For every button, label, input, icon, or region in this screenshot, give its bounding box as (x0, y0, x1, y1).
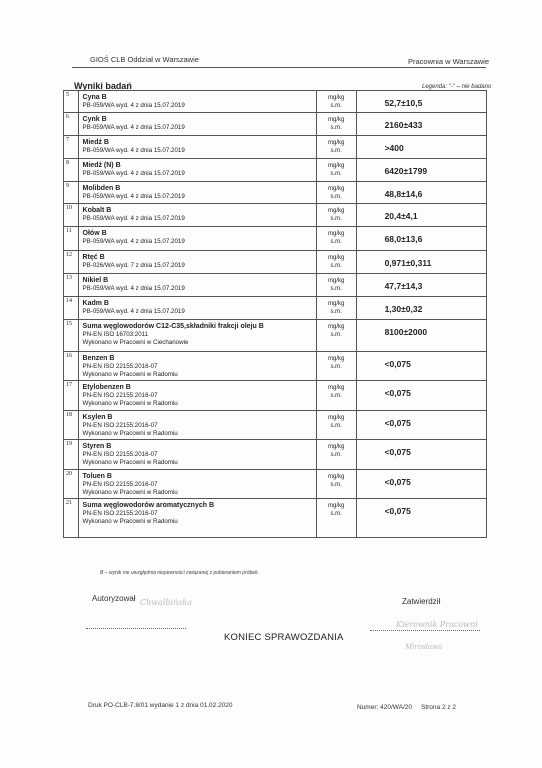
unit-basis: s.m. (330, 286, 342, 292)
table-row (64, 274, 487, 297)
parameter-cell (78, 411, 316, 440)
table-row (64, 470, 487, 499)
unit-cell (316, 274, 356, 297)
table-row (64, 91, 487, 113)
row-number: 18 (64, 411, 79, 440)
parameter-cell (78, 470, 316, 499)
parameter-name: Benzen B (82, 355, 115, 362)
results-table (63, 90, 487, 538)
unit-cell (316, 381, 356, 411)
table-row (64, 352, 487, 381)
parameter-name: Styren B (82, 443, 112, 450)
result-value: 47,7±14,3 (356, 274, 486, 297)
unit-basis: s.m. (330, 239, 342, 245)
unit-main: mg/kg (328, 140, 345, 146)
parameter-cell (78, 352, 316, 381)
unit-main: mg/kg (328, 186, 345, 192)
unit-main: mg/kg (328, 208, 345, 214)
table-row (64, 297, 487, 320)
results-table-body (64, 91, 487, 538)
parameter-note: Wykonano w Pracowni w Radomiu (82, 489, 178, 496)
unit-cell (316, 227, 356, 251)
result-value: <0,075 (356, 470, 486, 499)
unit-main: mg/kg (328, 301, 345, 307)
unit-main: mg/kg (328, 444, 345, 450)
row-number: 17 (64, 381, 79, 411)
parameter-method: PB-059/WA wyd. 4 z dnia 15.07.2019 (82, 170, 185, 177)
row-number: 21 (64, 499, 79, 538)
table-row (64, 113, 487, 136)
unit-cell (316, 204, 356, 227)
legend-text: Legenda: "-" – nie badano (422, 84, 492, 90)
table-row (64, 204, 487, 227)
row-number: 19 (64, 440, 79, 470)
unit-basis: s.m. (330, 511, 342, 517)
unit-main: mg/kg (328, 117, 345, 123)
table-row (64, 320, 487, 352)
table-row (64, 182, 487, 204)
unit-main: mg/kg (328, 255, 345, 261)
result-value: 8100±2000 (356, 320, 486, 352)
result-value: 52,7±10,5 (356, 91, 486, 113)
unit-basis: s.m. (330, 263, 342, 269)
unit-main: mg/kg (328, 324, 345, 330)
parameter-name: Kobalt B (82, 207, 112, 214)
unit-cell (316, 113, 356, 136)
header-left: GIOŚ CLB Oddział w Warszawie (90, 55, 199, 64)
unit-cell (316, 297, 356, 320)
parameter-note: Wykonano w Pracowni w Radomiu (82, 459, 178, 466)
parameter-method: PB-059/WA wyd. 4 z dnia 15.07.2019 (82, 215, 185, 222)
parameter-method: PB-026/WA wyd. 7 z dnia 15.07.2019 (82, 262, 185, 269)
unit-basis: s.m. (330, 125, 342, 131)
row-number: 13 (64, 274, 79, 297)
unit-basis: s.m. (330, 482, 342, 488)
result-value: 1,30±0,32 (356, 297, 486, 320)
footer-left: Druk PO-CLB-7.8/01 wydanie 1 z dnia 01.02.2020 (88, 702, 233, 709)
parameter-note: Wykonano w Pracowni w Ciechanowie (82, 339, 189, 346)
unit-basis: s.m. (330, 216, 342, 222)
parameter-cell (78, 251, 316, 274)
parameter-method: PN-EN ISO 22155:2016-07 (82, 451, 158, 458)
unit-cell (316, 182, 356, 204)
approved-signature-line (370, 630, 480, 631)
result-value: 2160±433 (356, 113, 486, 136)
result-value: <0,075 (356, 411, 486, 440)
table-row (64, 440, 487, 470)
parameter-cell (78, 204, 316, 227)
parameter-name: Toluen B (82, 473, 112, 480)
unit-cell (316, 499, 356, 538)
unit-main: mg/kg (328, 474, 345, 480)
unit-main: mg/kg (328, 415, 345, 421)
section-title: Wyniki badań (74, 81, 132, 91)
parameter-cell (78, 182, 316, 204)
result-value: <0,075 (356, 352, 486, 381)
unit-basis: s.m. (330, 423, 342, 429)
row-number: 12 (64, 251, 79, 274)
parameter-cell (78, 136, 316, 159)
table-row (64, 499, 487, 538)
parameter-name: Etylobenzen B (82, 384, 131, 391)
parameter-name: Suma węglowodorów aromatycznych B (82, 502, 214, 509)
row-number: 9 (64, 182, 79, 204)
authorized-label: Autoryzował (92, 594, 136, 603)
parameter-name: Cyna B (82, 94, 107, 101)
unit-basis: s.m. (330, 171, 342, 177)
parameter-name: Suma węglowodorów C12-C35,składniki frakcji oleju B (82, 323, 264, 330)
parameter-method: PB-059/WA wyd. 4 z dnia 15.07.2019 (82, 102, 185, 109)
table-row (64, 251, 487, 274)
footer-number: Numer: 420/WA/20 (357, 704, 413, 711)
row-number: 16 (64, 352, 79, 381)
row-number: 10 (64, 204, 79, 227)
unit-basis: s.m. (330, 148, 342, 154)
header-divider (72, 67, 486, 68)
end-of-report: KONIEC SPRAWOZDANIA (224, 632, 344, 643)
parameter-name: Miedź B (82, 139, 109, 146)
parameter-method: PN-EN ISO 22155:2016-07 (82, 510, 158, 517)
parameter-name: Cynk B (82, 116, 107, 123)
parameter-cell (78, 159, 316, 182)
parameter-name: Kadm B (82, 300, 109, 307)
unit-main: mg/kg (328, 163, 345, 169)
unit-main: mg/kg (328, 503, 345, 509)
footnote: B – wynik nie uwzględnia niepewności związanej z pobieraniem próbek. (100, 570, 259, 576)
parameter-method: PB-059/WA wyd. 4 z dnia 15.07.2019 (82, 124, 185, 131)
parameter-method: PN-EN ISO 16703:2011 (82, 331, 149, 338)
result-value: >400 (356, 136, 486, 159)
approved-stamp: Kierownik Pracowni (396, 620, 478, 629)
parameter-cell (78, 499, 316, 538)
row-number: 15 (64, 320, 79, 352)
unit-main: mg/kg (328, 385, 345, 391)
parameter-note: Wykonano w Pracowni w Radomiu (82, 518, 178, 525)
approved-signature: Mirosława (405, 643, 443, 651)
parameter-method: PN-EN ISO 22155:2016-07 (82, 363, 158, 370)
header-right: Pracownia w Warszawie (408, 57, 489, 66)
parameter-name: Ksylen B (82, 414, 113, 421)
parameter-name: Ołów B (82, 230, 107, 237)
parameter-note: Wykonano w Pracowni w Radomiu (82, 400, 178, 407)
parameter-note: Wykonano w Pracowni w Radomiu (82, 371, 178, 378)
parameter-cell (78, 91, 316, 113)
parameter-name: Rtęć B (82, 254, 105, 261)
parameter-method: PN-EN ISO 22155:2016-07 (82, 392, 158, 399)
row-number: 5 (64, 91, 79, 113)
result-value: <0,075 (356, 440, 486, 470)
parameter-name: Molibden B (82, 185, 121, 192)
unit-cell (316, 440, 356, 470)
parameter-cell (78, 113, 316, 136)
unit-basis: s.m. (330, 364, 342, 370)
row-number: 6 (64, 113, 79, 136)
row-number: 14 (64, 297, 79, 320)
parameter-cell (78, 320, 316, 352)
parameter-name: Miedź (N) B (82, 162, 121, 169)
row-number: 8 (64, 159, 79, 182)
result-value: 6420±1799 (356, 159, 486, 182)
parameter-method: PB-059/WA wyd. 4 z dnia 15.07.2019 (82, 238, 185, 245)
unit-cell (316, 320, 356, 352)
parameter-cell (78, 381, 316, 411)
result-value: 48,8±14,6 (356, 182, 486, 204)
unit-main: mg/kg (328, 95, 345, 101)
parameter-method: PB-059/WA wyd. 4 z dnia 15.07.2019 (82, 147, 185, 154)
row-number: 20 (64, 470, 79, 499)
unit-main: mg/kg (328, 231, 345, 237)
parameter-method: PN-EN ISO 22155:2016-07 (82, 481, 158, 488)
unit-cell (316, 352, 356, 381)
result-value: 20,4±4,1 (356, 204, 486, 227)
result-value: <0,075 (356, 499, 486, 538)
result-value: 68,0±13,6 (356, 227, 486, 251)
table-row (64, 159, 487, 182)
table-row (64, 227, 487, 251)
approved-label: Zatwierdził (402, 597, 441, 606)
unit-basis: s.m. (330, 194, 342, 200)
parameter-cell (78, 274, 316, 297)
parameter-cell (78, 440, 316, 470)
unit-main: mg/kg (328, 278, 345, 284)
unit-basis: s.m. (330, 452, 342, 458)
unit-cell (316, 470, 356, 499)
table-row (64, 136, 487, 159)
unit-cell (316, 91, 356, 113)
unit-cell (316, 159, 356, 182)
parameter-method: PB-059/WA wyd. 4 z dnia 15.07.2019 (82, 193, 185, 200)
footer-page: Strona 2 z 2 (421, 704, 457, 711)
parameter-method: PB-059/WA wyd. 4 z dnia 15.07.2019 (82, 308, 185, 315)
row-number: 7 (64, 136, 79, 159)
unit-basis: s.m. (330, 309, 342, 315)
table-row (64, 411, 487, 440)
result-value: <0,075 (356, 381, 486, 411)
unit-basis: s.m. (330, 332, 342, 338)
authorized-signature-line (86, 628, 186, 629)
parameter-note: Wykonano w Pracowni w Radomiu (82, 430, 178, 437)
unit-basis: s.m. (330, 393, 342, 399)
parameter-method: PN-EN ISO 22155:2016-07 (82, 422, 158, 429)
table-row (64, 381, 487, 411)
authorized-stamp: Chwalbińska (140, 598, 193, 607)
unit-cell (316, 251, 356, 274)
unit-cell (316, 411, 356, 440)
parameter-name: Nikiel B (82, 277, 109, 284)
unit-basis: s.m. (330, 103, 342, 109)
parameter-cell (78, 227, 316, 251)
unit-main: mg/kg (328, 356, 345, 362)
parameter-cell (78, 297, 316, 320)
result-value: 0,971±0,311 (356, 251, 486, 274)
parameter-method: PB-059/WA wyd. 4 z dnia 15.07.2019 (82, 285, 185, 292)
row-number: 11 (64, 227, 79, 251)
unit-cell (316, 136, 356, 159)
